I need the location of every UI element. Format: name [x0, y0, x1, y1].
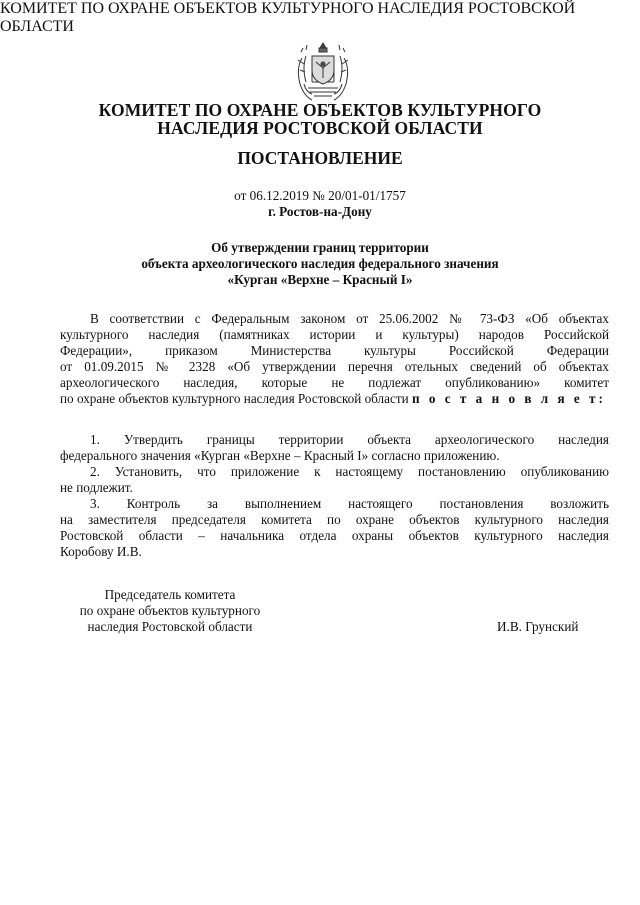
intro-paragraph: [60, 311, 609, 407]
paragraph-line: федерального значения «Курган «Верхне – Красный I» согласно приложению.: [60, 448, 500, 463]
coat-of-arms-icon: [292, 40, 354, 104]
signatory-title-line1: Председатель комитета: [104, 587, 236, 602]
paragraph-line: археологического наследия, которые не подлежат опубликованию» комитет: [60, 375, 609, 390]
official-seal-icon: [297, 573, 423, 699]
paragraph-line: В соответствии с Федеральным законом от 25.06.2002 № 73-ФЗ «Об объектах: [90, 311, 609, 326]
document-page: КОМИТЕТ ПО ОХРАНЕ ОБЪЕКТОВ КУЛЬТУРНОГО НАСЛЕДИЯ РОСТОВСКОЙ ОБЛАСТИ ПОСТАНОВЛЕНИЕ от 06.12.2019 № 20/01-01/1757 г. Ростов-на-Дону Об утверждении границ территории объекта археологического наследия федерального значения «Курган «Верхне – Красный I» В соответствии с Федеральным законом от 25.06.2002 № 73-ФЗ «Об объектах культурного наследия (памятниках истории и культуры) народов Российской Федерации», приказом Министерства культуры Российской Федерации от 01.09.2015 № 2328 «Об утверждении перечня отельных сведений об объектах археологического наследия, которые не подлежат опубликованию» комитет по охране объектов культурного наследия Ростовской области п о с т а н о в л я е т: 1. Утвердить границы территории объекта археологического наследия федерального значения «Курган «Верхне – Красный I» согласно приложению. 2. Установить, что приложение к настоящему постановлению опубликованию не подлежит. 3. Контроль за выполнением настоящего постановления возложить на заместителя председателя комитета по охране объектов культурного наследия Ростовской области – начальника отдела охраны объектов культурного наследия Коробову И.В. Председатель комитета по охране объектов культурного наследия Ростовской области КОМИТЕТ ПО ОХРАНЕ ОБЪЕКТОВ КУЛЬТУРНОГО НАСЛЕДИЯ РОСТОВСКОЙ ОБЛАСТИ И.В. Грунский: [0, 0, 640, 905]
item-1-paragraph: [60, 432, 609, 464]
paragraph-line: культурного наследия (памятниках истории и культуры) народов Российской: [60, 327, 609, 342]
paragraph-line: [60, 391, 609, 407]
paragraph-line: Коробову И.В.: [60, 544, 142, 559]
signatory-title-line3: наследия Ростовской области: [87, 619, 253, 634]
organization-name-line2: НАСЛЕДИЯ РОСТОВСКОЙ ОБЛАСТИ: [157, 118, 483, 138]
document-type: ПОСТАНОВЛЕНИЕ: [237, 148, 403, 168]
paragraph-line: Федерации», приказом Министерства культуры Российской Федерации: [60, 343, 609, 358]
signatory-name: И.В. Грунский: [497, 619, 579, 634]
document-city: г. Ростов-на-Дону: [268, 204, 372, 219]
paragraph-line: 3. Контроль за выполнением настоящего постановления возложить: [90, 496, 609, 511]
document-date-number: от 06.12.2019 № 20/01-01/1757: [234, 188, 406, 203]
subject-line2: объекта археологического наследия федерального значения: [141, 256, 499, 271]
paragraph-line-text: по охране объектов культурного наследия Ростовской области: [60, 391, 409, 406]
paragraph-line: Ростовской области – начальника отдела охраны объектов культурного наследия: [60, 528, 609, 543]
paragraph-line: от 01.09.2015 № 2328 «Об утверждении перечня отельных сведений об объектах: [60, 359, 609, 374]
subject-line1: Об утверждении границ территории: [211, 240, 429, 255]
subject-line3: «Курган «Верхне – Красный I»: [227, 272, 413, 287]
paragraph-line: на заместителя председателя комитета по охране объектов культурного наследия: [60, 512, 609, 527]
item-3-paragraph: [60, 496, 609, 560]
organization-name-line1: КОМИТЕТ ПО ОХРАНЕ ОБЪЕКТОВ КУЛЬТУРНОГО: [98, 100, 542, 120]
item-2-paragraph: [60, 464, 609, 496]
paragraph-line: 2. Установить, что приложение к настоящему постановлению опубликованию: [90, 464, 609, 479]
paragraph-line: 1. Утвердить границы территории объекта археологического наследия: [90, 432, 609, 447]
decree-word: п о с т а н о в л я е т:: [411, 391, 606, 406]
paragraph-line: не подлежит.: [60, 480, 133, 495]
signatory-title-line2: по охране объектов культурного: [79, 603, 261, 618]
